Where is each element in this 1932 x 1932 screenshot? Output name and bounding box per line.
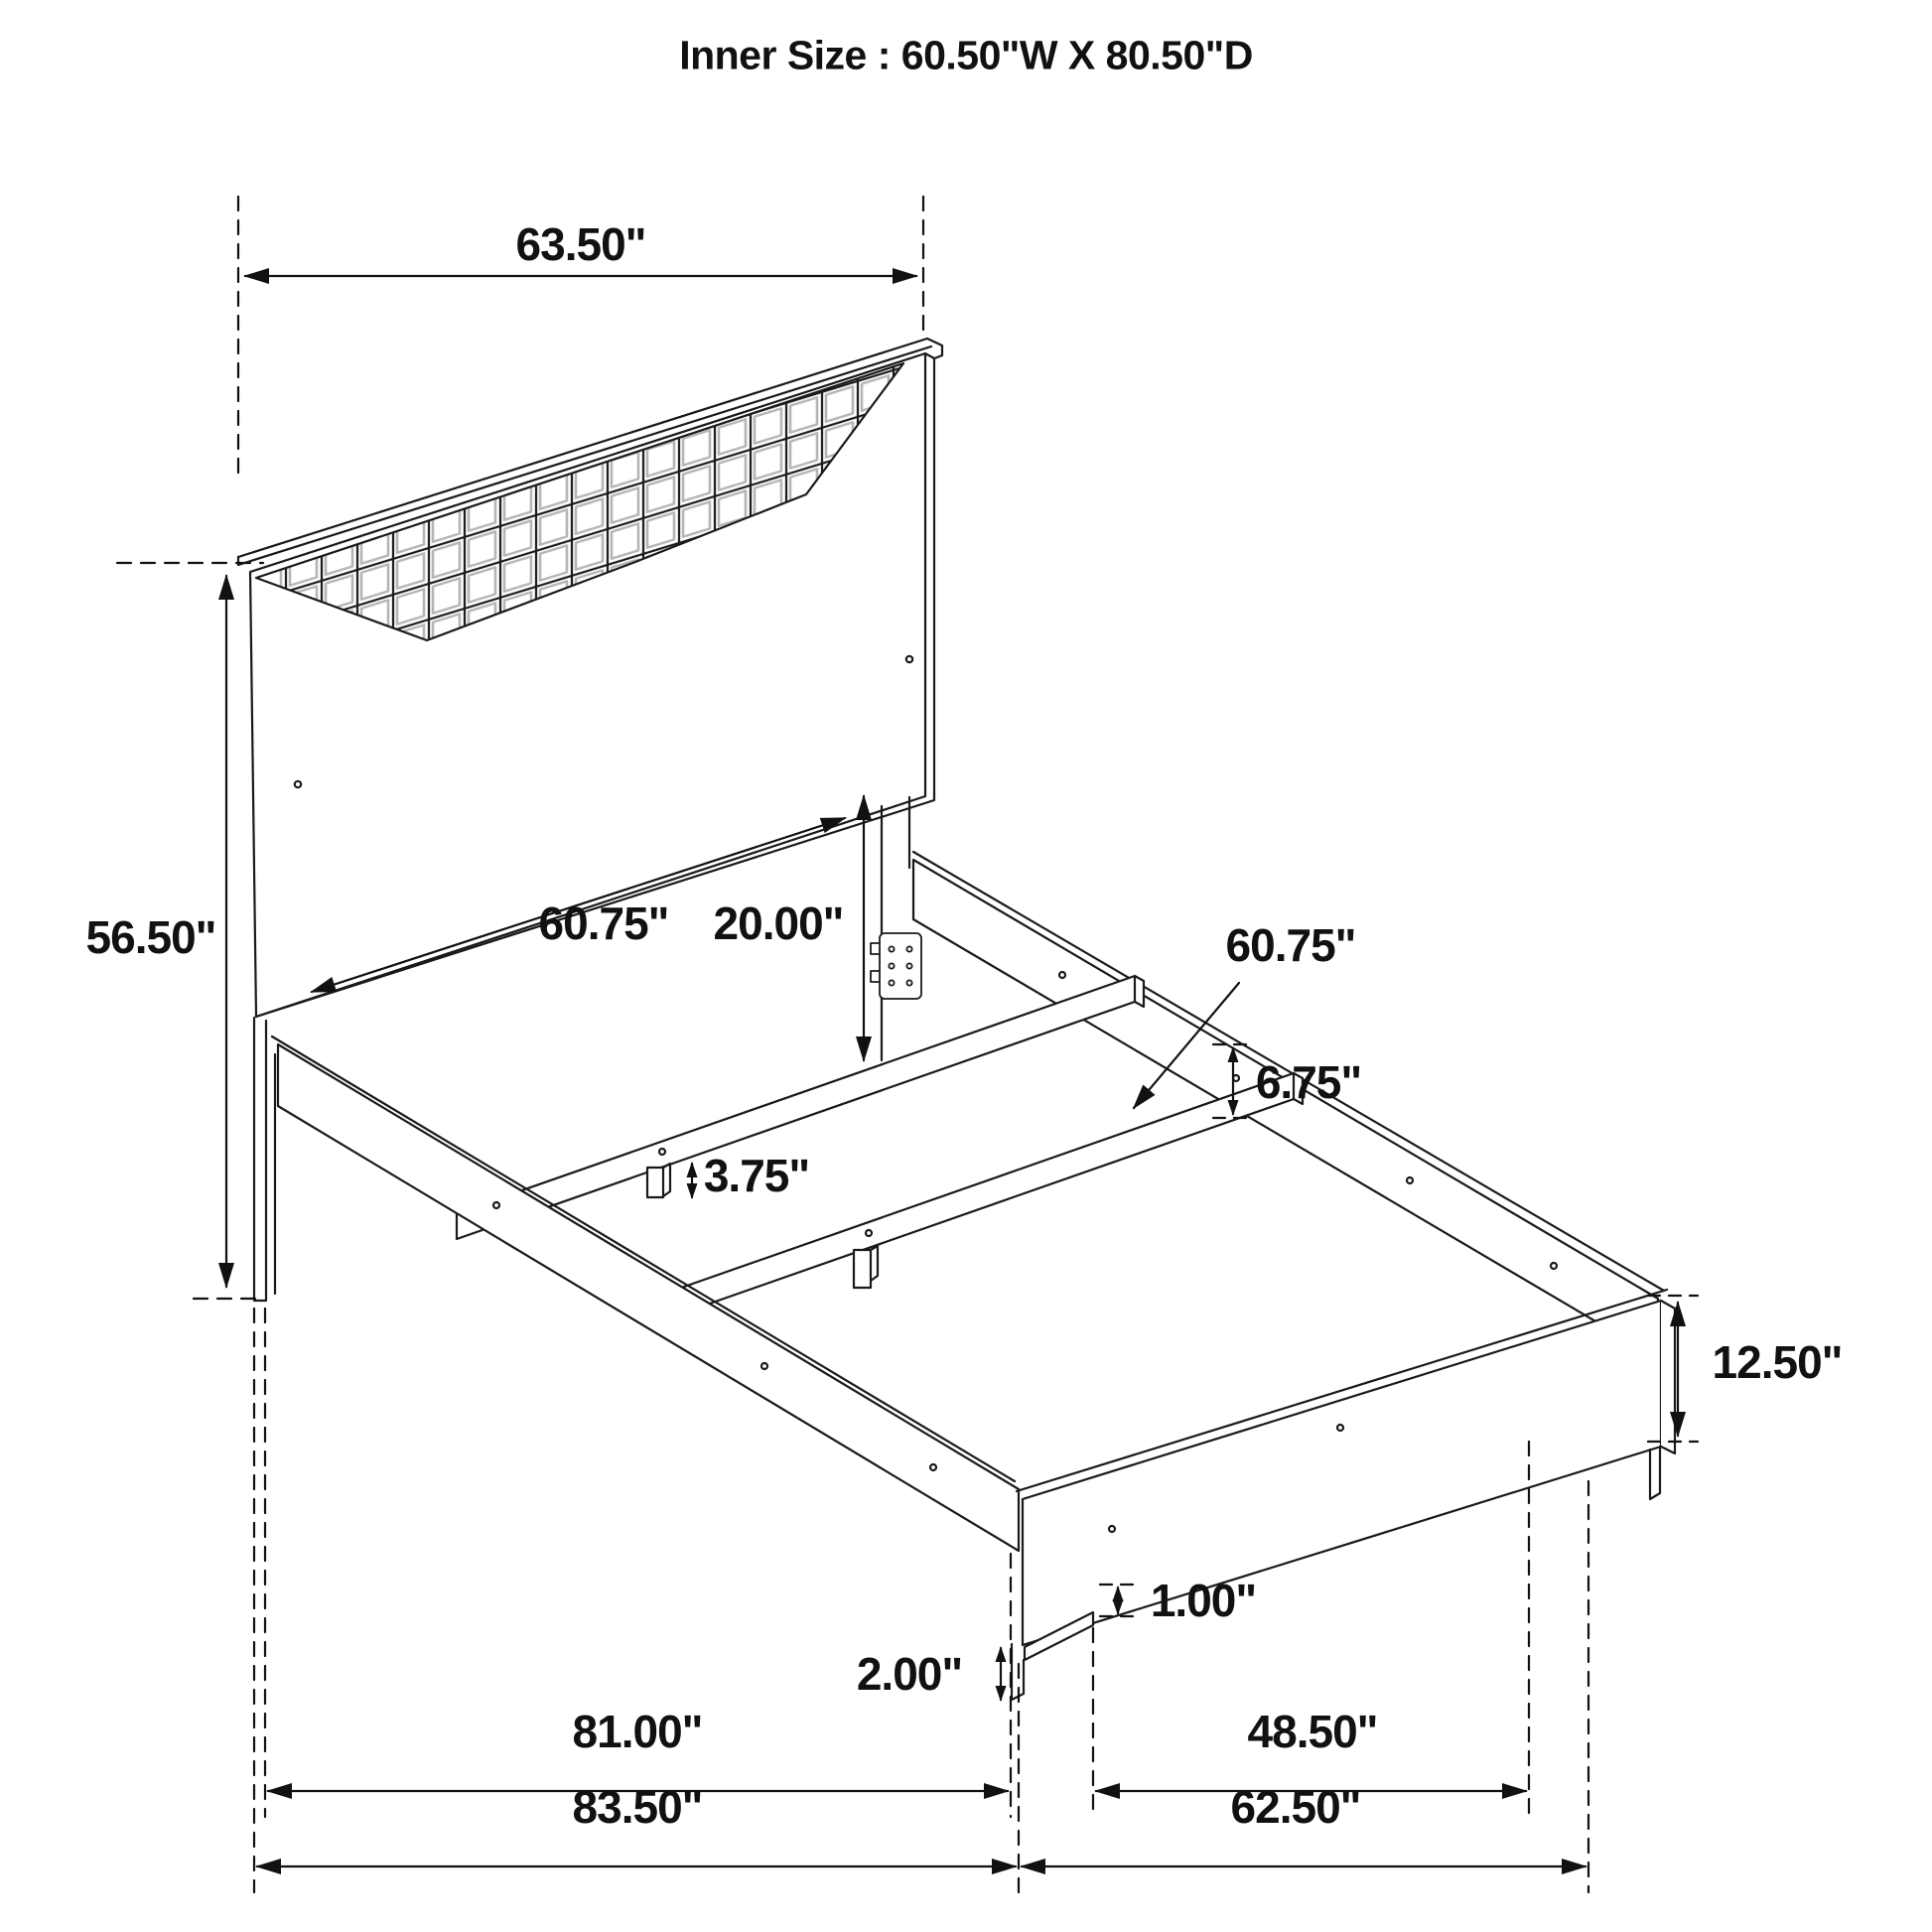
dim-label-side-rail-height: 6.75" [1255, 1056, 1362, 1108]
dim-label-panel-to-rail: 20.00" [713, 897, 844, 949]
footboard-far-leg [1650, 1447, 1660, 1499]
dim-label-overall-length: 83.50" [572, 1781, 703, 1833]
near-rail-face [278, 1044, 1019, 1551]
dim-label-slat-length: 60.75" [1225, 919, 1356, 971]
slat-support-leg [647, 1168, 663, 1197]
dim-label-inner-length: 81.00" [572, 1706, 703, 1757]
headboard [238, 339, 942, 1301]
near-side-rail [272, 1036, 1019, 1551]
footboard-right-edge [1661, 1301, 1675, 1453]
footboard [1012, 1290, 1675, 1700]
dim-label-footboard-span: 62.50" [1230, 1781, 1361, 1833]
dim-label-footboard-height: 12.50" [1712, 1336, 1843, 1388]
dim-label-headboard-width: 63.50" [515, 218, 646, 270]
dim-label-floor-clearance: 2.00" [856, 1648, 963, 1700]
slat-support-leg [854, 1250, 871, 1288]
dim-label-headboard-inner-width: 60.75" [538, 897, 669, 949]
dim-label-slat-leg-height: 3.75" [703, 1150, 810, 1201]
headboard-left-leg [254, 1018, 266, 1301]
dim-label-headboard-height: 56.50" [85, 911, 216, 963]
dim-label-footboard-inner-width: 48.50" [1247, 1706, 1378, 1757]
near-rail-top-edge [272, 1036, 1015, 1481]
dim-label-footboard-lip: 1.00" [1150, 1575, 1257, 1626]
rail-bracket [871, 933, 921, 999]
drawing-title: Inner Size : 60.50"W X 80.50"D [679, 32, 1253, 78]
